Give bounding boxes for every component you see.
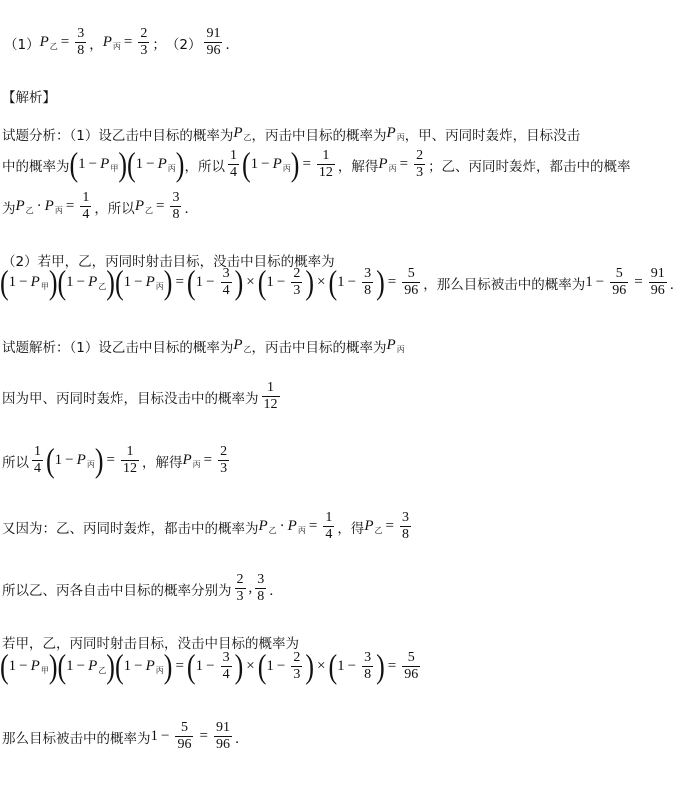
analysis-line-3: 为 $P_乙$ · $P_丙$ = $\frac{1}{4}$ ，所以 $P_乙$ = $\frac{3}{8}$ ． (2, 190, 198, 222)
fraction: $\frac{1}{4}$ (82, 190, 90, 222)
fraction: $\frac{3}{8}$ (257, 572, 265, 604)
fraction: $\frac{1}{4}$ (229, 148, 237, 180)
fraction: $\frac{1}{12}$ (263, 380, 278, 412)
p-bing-symbol: $P_丙$ (102, 33, 121, 51)
fraction: $\frac{91}{96}$ (215, 720, 230, 752)
fraction: $\frac{1}{12}$ (318, 148, 333, 180)
fraction: $\frac{2}{3}$ (140, 26, 148, 58)
fraction: $\frac{3}{8}$ (77, 26, 85, 58)
fraction: $\frac{3}{8}$ (401, 510, 409, 542)
fraction: $\frac{1}{4}$ (34, 444, 41, 476)
fraction: $\frac{2}{3}$ (236, 572, 244, 604)
fraction: $\frac{2}{3}$ (416, 148, 424, 180)
fraction: $\frac{1}{4}$ (325, 510, 333, 542)
p-yi-symbol: $P_乙$ (39, 33, 58, 51)
solution-line-2: 因为甲、丙同时轰炸，目标没击中的概率为 $\frac{1}{12}$ (2, 380, 278, 412)
fraction: $\frac{5}{96}$ (404, 650, 419, 682)
answer-part2-label: （2） (165, 36, 202, 53)
analysis-line-1: 试题分析：（1）设乙击中目标的概率为 $P_乙$ ，丙击中目标的概率为 $P_丙$ ，甲、丙同时轰炸，目标没击 (2, 125, 581, 144)
solution-line-3: 所以 $\frac{1}{4}$ ( 1 − $P_丙$ ) = $\frac{1}{12}$ ，解得 $P_丙$ = $\frac{2}{3}$ (2, 441, 228, 479)
analysis-line-4: （2）若甲，乙，丙同时射击目标，没击中目标的概率为 (2, 254, 335, 270)
fraction: $\frac{91}{96}$ (650, 266, 665, 298)
analysis-line-2: 中的概率为 ( 1 − $P_甲$ ) ( 1 − $P_丙$ ) ，所以 $\frac{1}{4}$ ( 1 − $P_丙$ ) = $\frac{1}{12}$ ，解得 $P_丙$ = $\frac{2}{3}$ ；乙、丙同时轰炸，都击中的概率 (2, 145, 631, 183)
fraction: $\frac{5}{96}$ (177, 720, 192, 752)
answer-part1-label: （1） (4, 36, 40, 53)
fraction: $\frac{3}{8}$ (172, 190, 180, 222)
fraction: $\frac{5}{96}$ (404, 266, 419, 298)
solution-line-5: 所以乙、丙各自击中目标的概率分别为 $\frac{2}{3}$ , $\frac{3}{8}$ ． (2, 572, 283, 604)
solution-line-1: 试题解析：（1）设乙击中目标的概率为 $P_乙$ ，丙击中目标的概率为 $P_丙$ (2, 337, 405, 356)
fraction: $\frac{5}{96}$ (612, 266, 627, 298)
fraction: $\frac{2}{3}$ (220, 444, 228, 476)
answer-line: （1） $P_乙$ = $\frac{3}{8}$ ， $P_丙$ = $\frac{2}{3}$ ； （2） $\frac{91}{96}$ ． (4, 26, 239, 58)
solution-line-6: 若甲，乙，丙同时射击目标，没击中目标的概率为 (2, 636, 299, 652)
fraction: $\frac{91}{96}$ (206, 26, 221, 58)
solution-line-7: ( 1 − $P_甲$ ) ( 1 − $P_乙$ ) ( 1 − $P_丙$ ) = ( 1 − $\frac{3}{4}$ ) × ( 1 − $\frac{2}{3}$ ) × ( 1 − $\frac{3}{8}$ ) = $\frac{5}{96}$ (0, 647, 419, 685)
solution-line-8: 那么目标被击中的概率为 1 − $\frac{5}{96}$ = $\frac{91}{96}$ ． (2, 720, 249, 752)
fraction: $\frac{1}{12}$ (122, 444, 137, 476)
section-title: 【解析】 (2, 90, 56, 106)
analysis-line-5: ( 1 − $P_甲$ ) ( 1 − $P_乙$ ) ( 1 − $P_丙$ ) = ( 1 − $\frac{3}{4}$ ) × ( 1 − $\frac{2}{3}$ ) × ( 1 − $\frac{3}{8}$ ) = $\frac{5}{96}$ ，那么目标被击中的概率为 1 − $\frac{5}{96}$ = $\frac{91}{96}$ ． (0, 263, 683, 301)
solution-line-4: 又因为：乙、丙同时轰炸，都击中的概率为 $P_乙$ · $P_丙$ = $\frac{1}{4}$ ，得 $P_乙$ = $\frac{3}{8}$ (2, 510, 409, 542)
